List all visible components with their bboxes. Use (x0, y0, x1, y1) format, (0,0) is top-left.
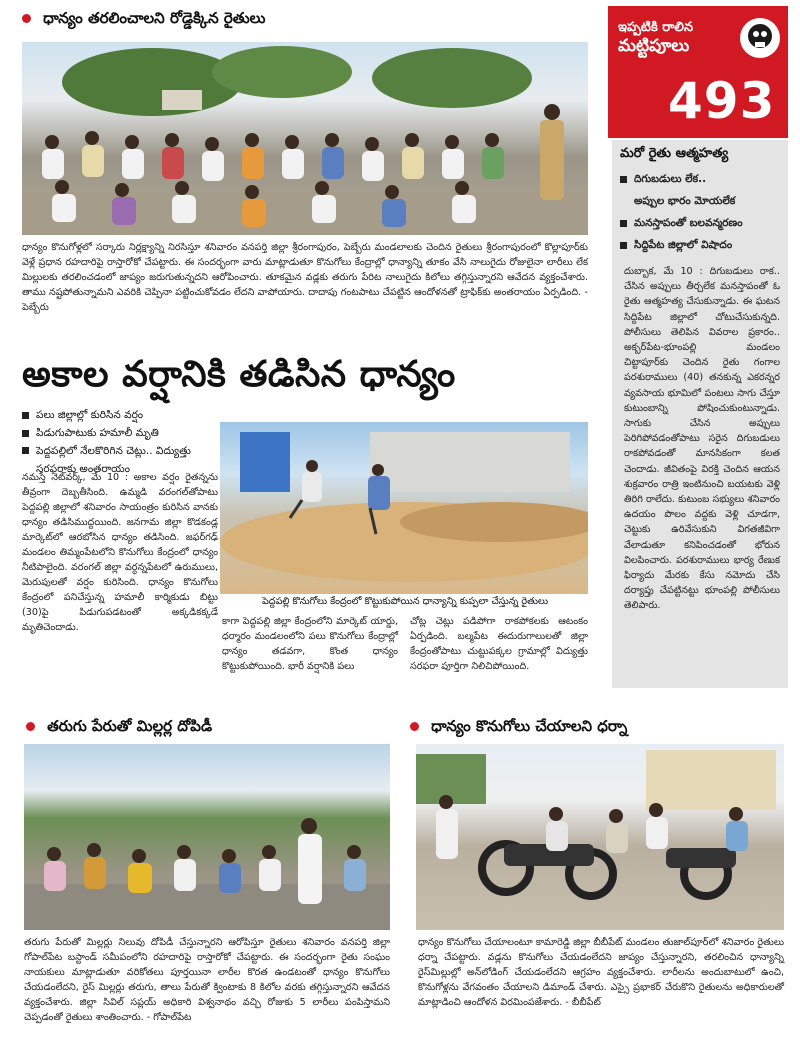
counter-line2: మట్టిపూలు (618, 36, 690, 56)
sidebar-headline: మరో రైతు ఆత్మహత్య (620, 146, 729, 161)
sidebar-bullet: అప్పుల భారం మోయలేక (634, 195, 736, 207)
dharna-illustration (416, 744, 784, 930)
sidebar-bullet: సిద్దిపేట జిల్లాలో విషాదం (620, 234, 782, 256)
story2-body-right: చోట్ల చెట్లు పడిపోగా రాకపోకలకు ఆటంకం ఏర్పడింది. బల్మపేట ఈదురుగాలులతో జిల్లా కేంద్రంతోపాటు చుట్టుపక్కల గ్రామాల్లో విద్యుత్తు సరఫరా పూర్తిగా నిలిచిపోయింది. (410, 616, 588, 672)
bullet-icon (26, 722, 35, 731)
sidebar-body: దుబ్బాక, మే 10 : దిగుబడులు రాక.. చేసిన అప్పులు తీర్చలేక మనస్తాపంతో ఓ రైతు ఆత్మహత్య చేసుకున్నాడు. ఈ ఘటన సిద్దిపేట జిల్లాలో చోటుచేసుకున్నది. పోలీసులు తెలిపిన వివరాల ప్రకారం.. అక్బర్‌పేట-భూంపల్లి మండలం చిట్టాపూర్‌కు చెందిన రైతు గంగాల పరశురాములు (40) తనకున్న ఎకరన్నర వ్యవసాయ భూమిలో పంటలు సాగు చేస్తూ కుటుంబాన్ని పోషించుకుంటున్నాడు. సాగుకు చేసిన అప్పులు పెరిగిపోవడంతోపాటు సరైన దిగుబడులు రాకపోవడంతో మానసికంగా కలత చెందాడు. జీవితంపై విరక్తి చెందిన ఆయన శుక్రవారం రాత్రి ఇంటినుంచి బయటకు వెళ్లి తిరిగి రాలేదు. కుటుంబ సభ్యులు శనివారం ఉదయం పొలం వద్దకు వెళ్లి చూడగా, చెట్టుకు ఉరివేసుకుని విగతజీవిగా వేలాడుతూ కనిపించడంతో భోరున విలపించారు. పరశురాములు భార్య రేణుక ఫిర్యాదు మేరకు కేసు నమోదు చేసి దర్యాప్తు చేపట్టినట్టు భూంపల్లి పోలీసులు తెలిపారు. (624, 266, 780, 612)
bullet-icon (410, 722, 419, 731)
farmers-protest-illustration (22, 42, 588, 235)
millers-protest-illustration (24, 744, 390, 930)
story3-headline: తరుగు పేరుతో మిల్లర్ల దోపిడీ (26, 716, 396, 739)
bullet-icon (22, 14, 31, 23)
story2-bullet: పెద్దపల్లిలో నేలకొరిగిన చెట్లు.. విద్యుత్తు సరఫరాకు అంతరాయం (22, 442, 218, 478)
story2-bullet: పిడుగుపాటుకు హమాలీ మృతి (22, 424, 218, 442)
sidebar-story (612, 140, 788, 688)
counter-line1: ఇప్పటికి రాలిన (618, 20, 694, 35)
story1-caption: ధాన్యం కొనుగోళ్లలో సర్కారు నిర్లక్ష్యాన్ని నిరసిస్తూ శనివారం వనపర్తి జిల్లా శ్రీరంగాపురం, పెబ్బేరు మండలాలకు చెందిన రైతులు శ్రీరంగాపురంలో కొల్లాపూర్‌కు వెళ్లే ప్రధాన రహదారిపై రాస్తారోకో చేపట్టారు. ఈ సందర్భంగా వారు మాట్లాడుతూ కొనుగోలు కేంద్రాల్లో ధాన్యాన్ని తూకం వేసి నాలుగైదు రోజులైనా లారీలు లేక మిల్లులకు తరలించడంలో జాప్యం జరుగుతున్నదని ఆరోపించారు. తూకమైన వడ్లకు తరుగు పేరిట నాలుగైదు కిలోలు తగ్గిస్తున్నారని ఆవేదన వ్యక్తంచేశారు. తాము నష్టపోతున్నామని ఎవరికి చెప్పినా పట్టించుకోవడం లేదని వాపోయారు. దాదాపు గంటపాటు చేపట్టిన ఆందోళనతో ట్రాఫిక్‌కు అంతరాయం ఏర్పడింది. - పెబ్బేరు (22, 242, 588, 313)
counter-number: 493 (668, 72, 776, 130)
story3-photo (24, 744, 390, 930)
story2-bullet: పలు జిల్లాల్లో కురిసిన వర్షం (22, 406, 218, 424)
story1-headline: ధాన్యం తరలించాలని రోడ్డెక్కిన రైతులు (22, 8, 592, 30)
story2-photo (220, 422, 588, 594)
story2-body-left: నమస్తే నెట్‌వర్క్‌, మే 10 : అకాల వర్షం రైతన్నను తీవ్రంగా దెబ్బతీసింది. ఉమ్మడి వరంగల్‌తోపాటు పెద్దపల్లి జిల్లాలో శనివారం సాయంత్రం కురిసిన వానకు ధాన్యం తడిసిముద్దయింది. జనగామ జిల్లా కొడకండ్ల మార్కెట్‌లో ఆరబోసిన ధాన్యం తడిసింది. జఫర్‌గఢ్‌ మండలం తిమ్మంపేటలోని కొనుగోలు కేంద్రంలో ధాన్యం నీటిపాలైంది. వరంగల్‌ జిల్లా వర్ధన్నపేటలో ఉరుములు, మెరుపులతో వర్షం కురిసింది. ధాన్యం కొనుగోలు కేంద్రంలో పనిచేస్తున్న హమాలీ కార్మికుడు బిట్టు (30)పై పిడుగుపడటంతో అక్కడికక్కడే మృతిచెందాడు. (22, 472, 218, 633)
sidebar-bullet: దిగుబడులు లేక.. (620, 168, 782, 190)
death-counter (608, 6, 788, 138)
skull-icon (738, 14, 782, 64)
wet-grain-illustration (220, 422, 588, 594)
story4-caption: ధాన్యం కొనుగోలు చేయాలంటూ కామారెడ్డి జిల్లా బీబీపేట్‌ మండలం తుజాల్‌పూర్‌లో శనివారం రైతులు ధర్నా చేపట్టారు. వడ్లను కొనుగోలు చేయడంలేదని జాప్యం చేస్తున్నారని, తరలించిన ధాన్యాన్ని రైస్‌మిల్లుల్లో అన్‌లోడింగ్‌ చేయడంలేదని ఆగ్రహం వ్యక్తంచేశారు. లారీలను అందుబాటులో ఉంచి, కొనుగోళ్లను వేగవంతం చేయాలని డిమాండ్‌ చేశారు. ఎస్సై ప్రభాకర్‌ చేరుకొని రైతులను అధికారులతో మాట్లాడించి ఆందోళన విరమింపజేశారు. - బీబీపేట్‌ (418, 937, 784, 1008)
story4-headline: ధాన్యం కొనుగోలు చేయాలని ధర్నా (410, 716, 780, 739)
story2-body-mid: కాగా పెద్దపల్లి జిల్లా కేంద్రంలోని మార్కెట్‌ యార్డు, ధర్మారం మండలంలోని పలు కొనుగోలు కేంద్రాల్లో ధాన్యం తడవగా, కొంత ధాన్యం కొట్టుకుపోయింది. భారీ వర్షానికి పలు (222, 616, 398, 672)
story4-photo (416, 744, 784, 930)
sidebar-bullet: మనస్తాపంతో బలవన్మరణం (620, 212, 782, 234)
story3-caption: తరుగు పేరుతో మిల్లర్లు నిలువు దోపిడీ చేస్తున్నారని ఆరోపిస్తూ రైతులు శనివారం వనపర్తి జిల్లా గోపాల్‌పేట బస్టాండ్‌ సమీపంలోని రహదారిపై రాస్తారోకో చేపట్టారు. ఈ సందర్భంగా రైతు సంఘం నాయకులు మాట్లాడుతూ వరికోతలు పూర్తయినా లారీల కొరత ఉండటంతో ధాన్యం కొనుగోలు చేయడంలేదని, రైస్‌ మిల్లర్లు తరుగు, తాలు పేరుతో క్వింటాకు 8 కిలోల వరకు తగ్గిస్తున్నారని ఆవేదన వ్యక్తంచేశారు. జిల్లా సివిల్‌ సప్లయ్‌ అధికారి విశ్వనాథం వచ్చి రోజుకు 5 లారీలు పంపిస్తామని చెప్పడంతో రైతులు శాంతించారు. - గోపాల్‌పేట (24, 937, 390, 1023)
story2-bullets (22, 406, 218, 478)
story2-photo-caption: పెద్దపల్లి కొనుగోలు కేంద్రంలో కొట్టుకుపోయిన ధాన్యాన్ని కుప్పలా చేస్తున్న రైతులు (261, 596, 549, 607)
story2-headline: అకాల వర్షానికి తడిసిన ధాన్యం (22, 354, 456, 395)
story1-photo (22, 42, 588, 235)
